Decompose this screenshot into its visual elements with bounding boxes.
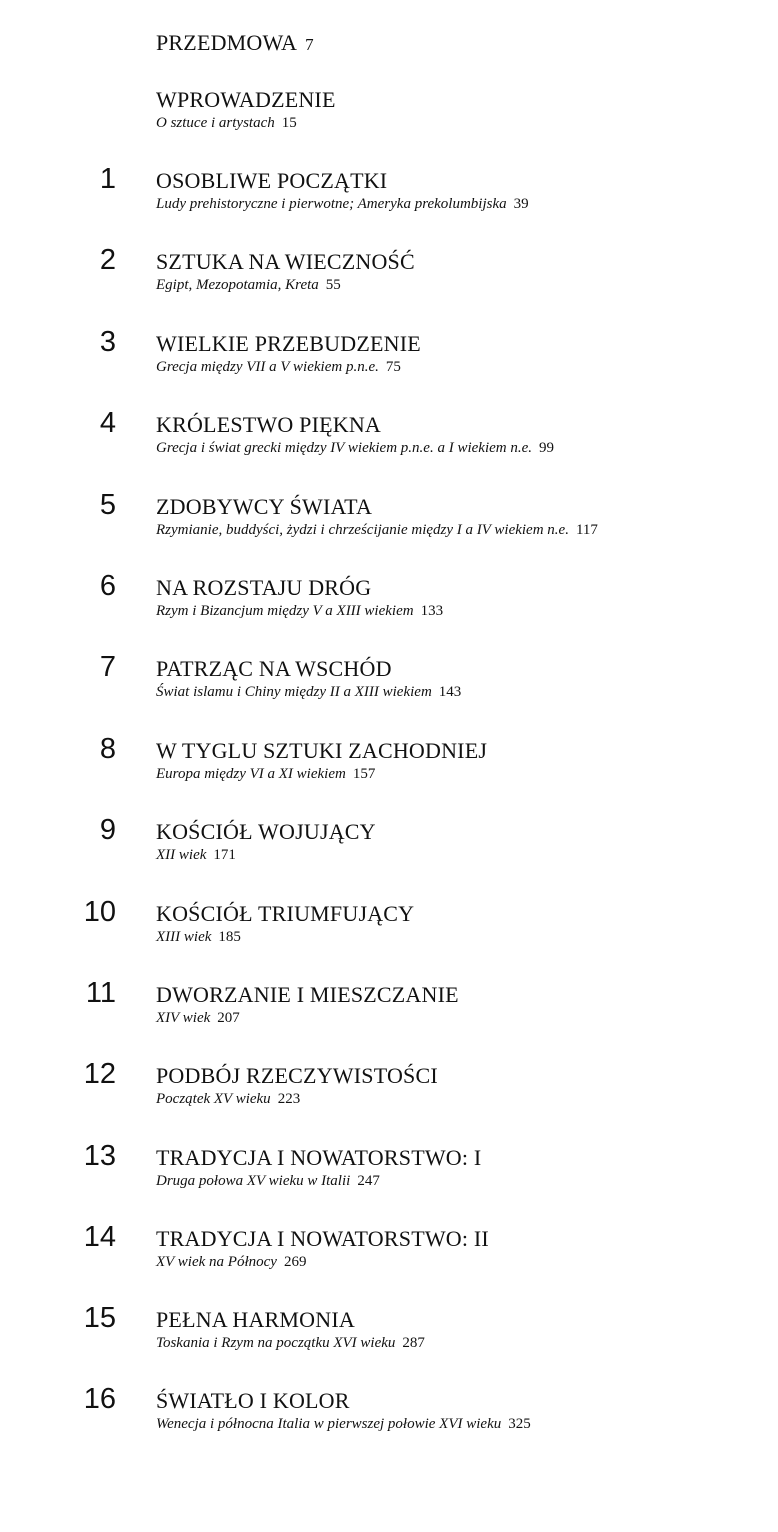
chapter-title: [156, 738, 495, 766]
page-number: 133: [420, 603, 444, 619]
toc-entry-chapter-4: [0, 407, 778, 485]
chapter-title: [156, 1388, 358, 1416]
chapter-subtitle: [156, 927, 241, 947]
chapter-subtitle: [156, 275, 341, 295]
page-number: 143: [438, 684, 462, 700]
chapter-subtitle-text: O sztuce i artystach: [156, 115, 275, 131]
chapter-subtitle: [156, 438, 554, 458]
toc-entry-chapter-6: [0, 570, 778, 648]
toc-entry-chapter-1: [0, 163, 778, 241]
chapter-title-text: W TYGLU SZTUKI ZACHODNIEJ: [156, 738, 488, 763]
chapter-title-text: NA ROZSTAJU DRÓG: [156, 575, 372, 600]
chapter-number: 11: [85, 977, 116, 1009]
chapter-title-text: KOŚCIÓŁ TRIUMFUJĄCY: [156, 901, 415, 926]
chapter-number: 1: [99, 163, 116, 195]
chapter-subtitle-text: Rzym i Bizancjum między V a XIII wiekiem: [156, 603, 414, 619]
chapter-title-text: DWORZANIE I MIESZCZANIE: [156, 982, 459, 1007]
toc-entry-chapter-9: [0, 814, 778, 892]
chapter-subtitle: [156, 194, 529, 214]
toc-entry-chapter-3: [0, 326, 778, 404]
chapter-title-text: PODBÓJ RZECZYWISTOŚCI: [156, 1063, 438, 1088]
page-number: 185: [218, 929, 241, 945]
chapter-title: [156, 1145, 489, 1173]
chapter-subtitle: [156, 682, 461, 702]
chapter-number: 7: [99, 651, 116, 683]
chapter-subtitle-text: Toskania i Rzym na początku XVI wieku: [156, 1335, 396, 1351]
chapter-subtitle-text: Grecja i świat grecki między IV wiekiem p.n.e. a I wiekiem n.e.: [156, 440, 533, 456]
chapter-number: 4: [99, 407, 116, 439]
toc-entry-chapter-14: [0, 1221, 778, 1299]
page-number: 39: [513, 196, 529, 212]
chapter-subtitle-text: XIII wiek: [156, 929, 212, 945]
chapter-number: 3: [99, 326, 116, 358]
chapter-subtitle: [156, 520, 598, 540]
chapter-subtitle: [156, 357, 401, 377]
chapter-title: [156, 87, 344, 115]
chapter-title-text: WPROWADZENIE: [156, 87, 336, 112]
toc-entry-chapter-7: [0, 651, 778, 729]
chapter-subtitle-text: XII wiek: [156, 847, 207, 863]
chapter-subtitle: [156, 1333, 425, 1353]
chapter-subtitle-text: Początek XV wieku: [156, 1091, 271, 1107]
chapter-number: 12: [83, 1058, 116, 1090]
chapter-subtitle-text: Europa między VI a XI wiekiem: [156, 766, 346, 782]
chapter-subtitle: [156, 1171, 380, 1191]
page-number: 223: [277, 1091, 301, 1107]
chapter-title: [156, 575, 379, 603]
chapter-title-text: PATRZĄC NA WSCHÓD: [156, 656, 392, 681]
chapter-subtitle: [156, 1414, 531, 1434]
chapter-title: [156, 819, 384, 847]
chapter-title-text: KRÓLESTWO PIĘKNA: [156, 412, 382, 437]
chapter-subtitle-text: XV wiek na Północy: [156, 1254, 277, 1270]
page-number: 247: [357, 1173, 380, 1189]
chapter-number: 10: [83, 896, 116, 928]
chapter-number: 9: [99, 814, 116, 846]
chapter-title: [156, 656, 400, 684]
toc-entry-chapter-11: [0, 977, 778, 1055]
chapter-number: 14: [83, 1221, 116, 1253]
chapter-number: 5: [99, 489, 116, 521]
chapter-subtitle-text: Wenecja i północna Italia w pierwszej połowie XVI wieku: [156, 1416, 502, 1432]
chapter-title: [156, 982, 467, 1010]
chapter-number: 2: [99, 244, 116, 276]
page-number: 117: [575, 522, 598, 538]
page-number: 269: [283, 1254, 307, 1270]
chapter-title: [156, 901, 422, 929]
chapter-subtitle: [156, 1089, 300, 1109]
chapter-title: [156, 494, 380, 522]
chapter-title-text: ŚWIATŁO I KOLOR: [156, 1388, 350, 1413]
chapter-title-text: PEŁNA HARMONIA: [156, 1307, 355, 1332]
chapter-subtitle-text: Grecja między VII a V wiekiem p.n.e.: [156, 359, 379, 375]
chapter-subtitle-text: Egipt, Mezopotamia, Kreta: [156, 277, 319, 293]
chapter-subtitle-text: XIV wiek: [156, 1010, 211, 1026]
page-number: 99: [539, 440, 555, 456]
chapter-subtitle-text: Druga połowa XV wieku w Italii: [156, 1173, 351, 1189]
chapter-subtitle: [156, 56, 163, 76]
chapter-title: [156, 412, 389, 440]
chapter-number: 15: [83, 1302, 116, 1334]
page-number: 75: [385, 359, 401, 375]
chapter-title-text: ZDOBYWCY ŚWIATA: [156, 494, 373, 519]
toc-entry-chapter-2: [0, 244, 778, 322]
toc-entry-introduction: [0, 87, 778, 160]
chapter-title: [156, 168, 395, 196]
chapter-subtitle: [156, 1008, 240, 1028]
chapter-title-text: TRADYCJA I NOWATORSTWO: I: [156, 1145, 482, 1170]
toc-entry-chapter-10: [0, 896, 778, 974]
toc-entry-chapter-5: [0, 489, 778, 567]
chapter-subtitle: [156, 1252, 306, 1272]
chapter-subtitle: [156, 845, 236, 865]
toc-entry-chapter-16: [0, 1383, 778, 1461]
chapter-subtitle-text: Świat islamu i Chiny między II a XIII wiekiem: [156, 684, 432, 700]
chapter-title-text: SZTUKA NA WIECZNOŚĆ: [156, 249, 415, 274]
chapter-title-text: OSOBLIWE POCZĄTKI: [156, 168, 388, 193]
page-number: 207: [217, 1010, 240, 1026]
page-number: 171: [213, 847, 236, 863]
chapter-subtitle: [156, 601, 443, 621]
chapter-subtitle-text: Rzymianie, buddyści, żydzi i chrześcijanie między I a IV wiekiem n.e.: [156, 522, 569, 538]
page-number: 157: [352, 766, 376, 782]
chapter-title: [156, 249, 423, 277]
chapter-title: [156, 331, 429, 359]
chapter-number: 16: [83, 1383, 116, 1415]
chapter-title-text: PRZEDMOWA: [156, 30, 298, 55]
chapter-subtitle: [156, 113, 297, 133]
chapter-title-text: KOŚCIÓŁ WOJUJĄCY: [156, 819, 376, 844]
chapter-subtitle: [156, 764, 375, 784]
page-number: 15: [281, 115, 297, 131]
chapter-title-text: WIELKIE PRZEBUDZENIE: [156, 331, 421, 356]
chapter-title: [156, 1063, 446, 1091]
page-number: 287: [402, 1335, 425, 1351]
page-number: 325: [508, 1416, 531, 1432]
chapter-title-text: TRADYCJA I NOWATORSTWO: II: [156, 1226, 489, 1251]
toc-entry-chapter-12: [0, 1058, 778, 1136]
page-number: 55: [325, 277, 341, 293]
chapter-number: 8: [99, 733, 116, 765]
chapter-title: [156, 30, 314, 58]
chapter-title: [156, 1307, 363, 1335]
chapter-subtitle-text: Ludy prehistoryczne i pierwotne; Ameryka prekolumbijska: [156, 196, 507, 212]
chapter-title: [156, 1226, 497, 1254]
chapter-number: 13: [83, 1140, 116, 1172]
toc-entry-chapter-13: [0, 1140, 778, 1218]
toc-entry-chapter-8: [0, 733, 778, 811]
chapter-number: 6: [99, 570, 116, 602]
page-number: 7: [305, 35, 314, 54]
toc-entry-chapter-15: [0, 1302, 778, 1380]
